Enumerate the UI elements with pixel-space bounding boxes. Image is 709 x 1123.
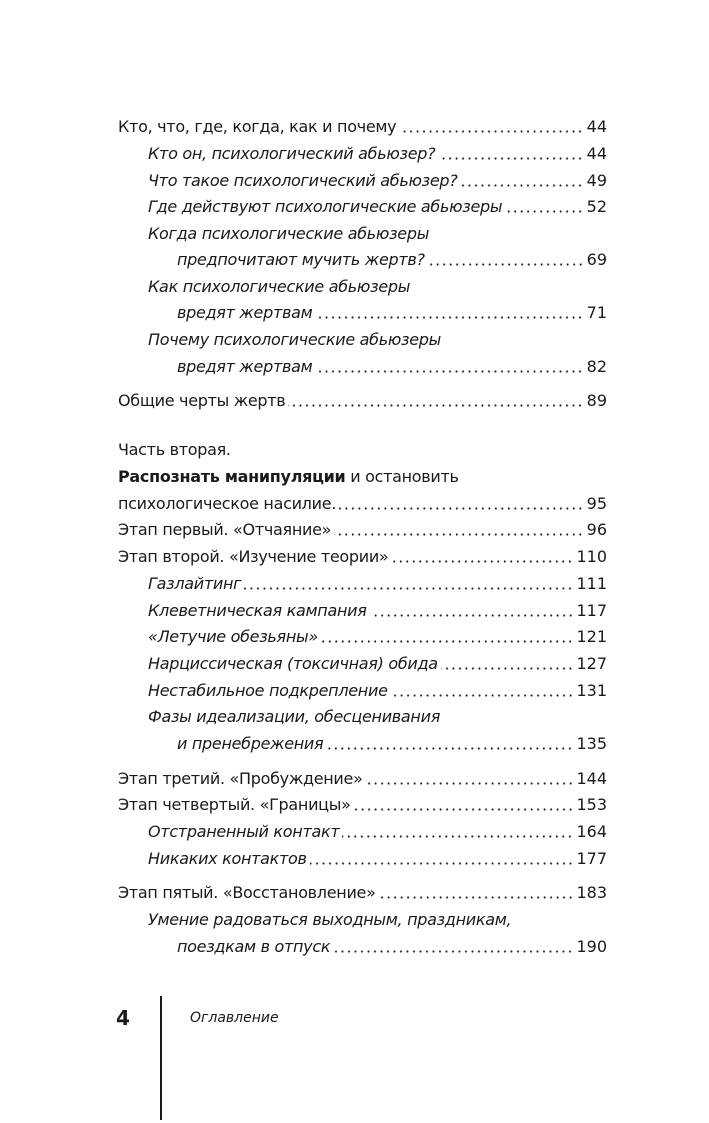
toc-entry-page: 69 [586,250,607,269]
toc-entry-title-rest: и остановить [345,467,459,486]
dot-leader [326,747,573,750]
toc-entry-page: 164 [576,822,607,841]
toc-entry [118,492,607,516]
toc-entry-title [118,465,459,489]
toc-entry-title: Умение радоваться выходным, праздникам, [148,910,512,929]
toc-entry-page: 96 [586,520,607,539]
page-number: 4 [116,1006,130,1030]
dot-leader [379,896,574,899]
toc-entry-page: 82 [586,357,607,376]
toc-entry-page: 71 [586,303,607,322]
toc-entry [118,465,607,489]
toc-entry-title: Никаких контактов [148,849,307,868]
toc-entry [118,793,607,817]
footer-divider [160,996,162,1120]
toc-entry-title: предпочитают мучить жертв? [177,250,425,269]
dot-leader [505,210,583,213]
toc-entry-title: Клеветническая кампания [148,601,367,620]
toc-entry-title: вредят жертвам [177,357,313,376]
toc-entry-page: 52 [586,197,607,216]
toc-entry [118,518,607,542]
toc-entry [148,169,607,193]
toc-entry-title: Когда психологические абьюзеры [148,224,430,243]
dot-leader [333,950,573,953]
toc-entry-title: Кто он, психологический абьюзер? [148,144,436,163]
dot-leader [354,808,574,811]
toc-entry-title-bold: Распознать манипуляции [118,467,346,486]
toc-entry-page: 44 [586,144,607,163]
toc-entry [118,115,607,139]
toc-entry-page: 127 [576,654,607,673]
toc-entry-title: Общие черты жертв [118,391,286,410]
toc-entry-page: 117 [576,601,607,620]
toc-entry-title: «Летучие обезьяны» [148,627,318,646]
toc-entry [177,248,607,272]
dot-leader [342,835,573,838]
toc-entry-title: Кто, что, где, когда, как и почему [118,117,397,136]
dot-leader [339,507,584,510]
dot-leader [370,614,574,617]
toc-entry-page: 110 [576,547,607,566]
toc-entry [148,328,607,352]
toc-entry [148,705,607,729]
toc-entry [148,222,607,246]
toc-entry-page: 190 [576,937,607,956]
dot-leader [321,640,574,643]
toc-entry [177,732,607,756]
toc-entry-title: Нестабильное подкрепление [148,681,388,700]
dot-leader [438,157,583,160]
toc-entry-page: 121 [576,627,607,646]
toc-entry [148,599,607,623]
toc-entry [148,625,607,649]
toc-entry-page: 183 [576,883,607,902]
dot-leader [391,560,573,563]
toc-entry-page: 177 [576,849,607,868]
toc-entry-page: 44 [586,117,607,136]
toc-entry-title: Газлайтинг [148,574,242,593]
running-title: Оглавление [190,1010,279,1026]
toc-entry-title: Как психологические абьюзеры [148,277,411,296]
dot-leader [460,184,583,187]
toc-entry-title: Где действуют психологические абьюзеры [148,197,503,216]
toc-entry-title: Часть вторая. [118,440,231,459]
toc-entry-page: 111 [576,574,607,593]
dot-leader [310,862,574,865]
toc-entry-title: Этап пятый. «Восстановление» [118,883,376,902]
toc-entry [148,820,607,844]
toc-entry [118,545,607,569]
dot-leader [244,587,573,590]
toc-entry-title: Этап второй. «Изучение теории» [118,547,389,566]
toc-entry-title: психологическое насилие. [118,494,337,513]
dot-leader [334,533,584,536]
dot-leader [391,694,574,697]
toc-entry-title: Этап четвертый. «Границы» [118,795,351,814]
dot-leader [315,316,583,319]
toc-entry [177,935,607,959]
toc-entry-title: Нарциссическая (токсичная) обида [148,654,438,673]
toc-entry [118,881,607,905]
dot-leader [399,130,583,133]
toc-entry-page: 135 [576,734,607,753]
toc-entry [148,142,607,166]
toc-entry [148,908,607,932]
toc-entry-page: 144 [576,769,607,788]
toc-entry-title: поездкам в отпуск [177,937,331,956]
toc-entry [177,301,607,325]
toc-entry [118,767,607,791]
dot-leader [428,263,584,266]
toc-entry [177,355,607,379]
toc-entry [148,652,607,676]
toc-entry-page: 131 [576,681,607,700]
toc-entry [148,275,607,299]
toc-entry-title: Фазы идеализации, обесценивания [148,707,441,726]
toc-entry [118,438,607,462]
toc-entry-title: вредят жертвам [177,303,313,322]
toc-entry-title: Этап первый. «Отчаяние» [118,520,332,539]
toc-entry-page: 153 [576,795,607,814]
toc-entry [148,572,607,596]
toc-entry-title: Отстраненный контакт [148,822,340,841]
toc-entry-title: Почему психологические абьюзеры [148,330,441,349]
toc-entry-page: 49 [586,171,607,190]
dot-leader [288,404,583,407]
toc-entry-page: 95 [586,494,607,513]
toc-entry [118,389,607,413]
toc-entry [148,679,607,703]
dot-leader [441,667,574,670]
toc-entry [148,847,607,871]
toc-entry-title: Этап третий. «Пробуждение» [118,769,363,788]
toc-entry-title: Что такое психологический абьюзер? [148,171,458,190]
dot-leader [366,782,574,785]
toc-entry-page: 89 [586,391,607,410]
toc-entry-title: и пренебрежения [177,734,324,753]
dot-leader [315,370,583,373]
toc-entry [148,195,607,219]
